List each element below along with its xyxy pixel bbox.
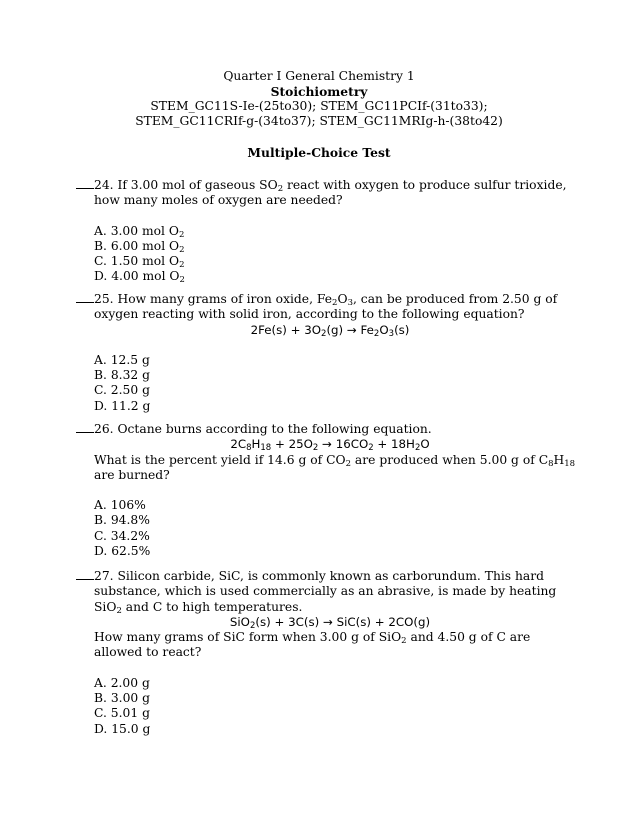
question-25 (76, 290, 566, 414)
answer-option: D. 4.00 mol $O_2$ (94, 269, 185, 286)
answer-option: B. 94.8% (94, 513, 150, 528)
chemical-equation: $2Fe(s) + 3O_2(g) \to Fe_2O_3(s)$ (250, 322, 410, 339)
question-text-line: how many moles of oxygen are needed? (94, 193, 343, 208)
answer-options (76, 224, 566, 285)
header-competency-codes-1: STEM_GC11S-Ie-(25to30); STEM_GC11PCIf-(31to33); (150, 99, 488, 113)
answer-option: D. 62.5% (94, 544, 151, 559)
question-text-line: How many grams of SiC form when 3.00 g of SiO$_2$ and 4.50 g of C are (94, 630, 531, 647)
question-stem-line (76, 567, 566, 584)
answer-blank[interactable] (76, 176, 94, 189)
answer-option: B. 3.00 g (94, 691, 151, 706)
answer-options (76, 353, 566, 414)
answer-blank[interactable] (76, 290, 94, 303)
test-title: Multiple-Choice Test (247, 145, 391, 160)
question-text: Silicon carbide, SiC, is commonly known as carborundum. This hard (117, 569, 545, 583)
answer-option: C. 1.50 mol $O_2$ (94, 254, 185, 271)
header-topic: Stoichiometry (270, 84, 368, 99)
question-number: 24. (94, 178, 118, 192)
question-26 (76, 420, 576, 559)
question-text-line: allowed to react? (94, 645, 202, 660)
answer-option: A. 106% (94, 498, 146, 513)
question-text: How many grams of iron oxide, $Fe_2O_3$, can be produced from 2.50 g of (117, 292, 558, 308)
answer-blank[interactable] (76, 567, 94, 580)
answer-option: C. 2.50 g (94, 383, 150, 398)
answer-option: D. 11.2 g (94, 398, 151, 413)
answer-option: A. 12.5 g (94, 352, 150, 367)
question-text: If 3.00 mol of gaseous $SO_2$ react with oxygen to produce sulfur trioxide, (117, 178, 567, 194)
question-stem-line (76, 420, 566, 437)
answer-option: A. 3.00 mol $O_2$ (94, 223, 185, 240)
question-stem-line (76, 176, 566, 193)
question-text: Octane burns according to the following equation. (117, 422, 432, 436)
question-text-line: What is the percent yield if 14.6 g of $CO_2$ are produced when 5.00 g of $C_8H_{18}$ (94, 452, 576, 469)
answer-options (76, 498, 566, 559)
question-text-line: are burned? (94, 467, 170, 482)
chemical-equation: $2C_8H_{18} + 25O_2 \to 16CO_2 + 18H_2O$ (230, 437, 430, 454)
question-number: 27. (94, 569, 118, 583)
answer-option: A. 2.00 g (94, 675, 150, 690)
answer-blank[interactable] (76, 420, 94, 433)
header-competency-codes-2: STEM_GC11CRIf-g-(34to37); STEM_GC11MRIg-h-(38to42) (135, 114, 503, 128)
question-27 (76, 567, 566, 737)
question-text-line: oxygen reacting with solid iron, according to the following equation? (94, 307, 525, 322)
question-number: 25. (94, 292, 118, 306)
question-text-line: substance, which is used commercially as an abrasive, is made by heating (94, 584, 557, 599)
chemical-equation: SiO$_2$(s) + 3C(s) → SiC(s) + 2CO(g) (229, 614, 431, 631)
question-24 (76, 176, 566, 285)
question-number: 26. (94, 422, 118, 436)
answer-options (76, 676, 566, 737)
header-course: Quarter I General Chemistry 1 (223, 69, 415, 83)
answer-option: B. 8.32 g (94, 368, 151, 383)
question-stem-line (76, 290, 566, 307)
answer-option: C. 5.01 g (94, 706, 150, 721)
question-text-line: SiO$_2$ and C to high temperatures. (94, 599, 303, 616)
answer-option: D. 15.0 g (94, 721, 151, 736)
answer-option: C. 34.2% (94, 528, 150, 543)
answer-option: B. 6.00 mol $O_2$ (94, 238, 185, 255)
